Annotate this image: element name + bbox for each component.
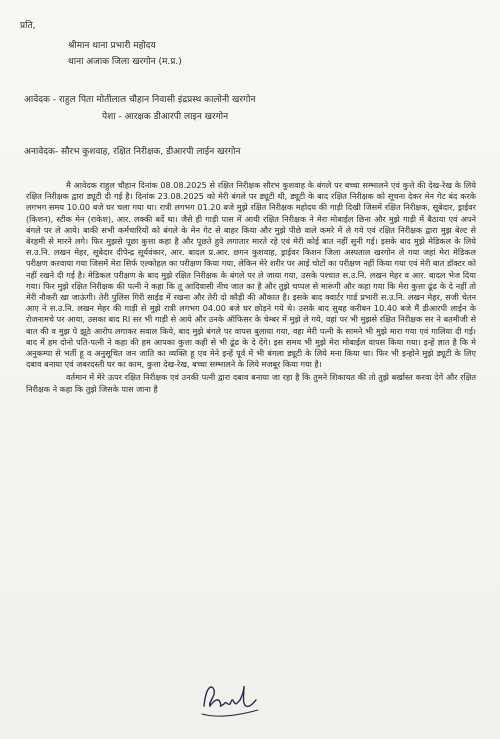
body-paragraph-1: मै आवेदक राहुल चौहान दिनांक 08.08.2025 से रक्षित निरीक्षक सौरभ कुशवाह के बंगले पर बच्चा सम्भालने एवं कुत्ते की देख-रेख के लिये रक्षित निरीक्षक द्वारा ड्यूटी दी गई है। दिनांक 23.08.2025 को मेरी बंगले पर ड्यूटी थी, ड्यूटी के बाद रक्षित निरीक्षक को सूचना देकर मेन गेट बंद करके लगभग समय 10.00 बजे घर चला गया था। रात्री लगभग 01.20 बजे मुझे रक्षित निरीक्षक महोदय की गाड़ी दिखी जिसमें रक्षित निरीक्षक, सूबेदार, ड्राईवर (किशन), स्टीक मेन (राकेश), आर. लक्की बर्दे था। जैसे ही गाड़ी पास में आयी रक्षित निरीक्षक ने मेरा मोबाईल छिना और मुझे गाड़ी में बैठाया एवं अपने बंगले पर ले आये। बाकी सभी कर्मचारियों को बंगले के मेन गेट से बाहर किया और मुझे पीछे वाले कमरे में ले गये एवं रक्षित निरीक्षक द्वारा मुझ बेल्ट से बेरहमी से मारने लगे। फिर मुझसे पूछा कुत्ता कहा है और पूछते हुवे लगातार मारते रहे एवं मेरी कोई बात नहीं सुनी गई। इसके बाद मुझे मेडिकल के लिये स.उ.नि. लखन मेहर, सूबेदार दीपेन्द्र सूर्यवंकार, आर. बादल प्र.आर. छगन कुशवाह, ड्राईवर किशन जिला अस्पताल खरगोन ले गया जहां मेरा मेडिकल परीक्षण करवाया गया जिसमें मेरा सिर्फ एल्कोहल का परीक्षण किया गया, लेकिन मेरे शरीर पर आई चोटों का परीक्षण नहीं किया गया एवं मेरी बात डॉक्टर को नहीं रखने दी गई है। मेडिकल परीक्षण के बाद मुझे रक्षित निरीक्षक के बंगले पर ले जाया गया, उसके पश्चात स.उ.नि. लखन मेहर व आर. बादल भेज दिया गया। फिर मुझे रक्षित निरीक्षक की पत्नी ने कहा कि तू आदिवासी नीच जात का है और तुझे चप्पल से मारूंगी और कहा गया कि मेरा कुत्ता ढूंढ के दे नहीं तो मेरी नौकरी खा जाऊंगी। तेरी पुलिस गिरी साईड में रखना और तेरी दो कौड़ी की औकात है। इसके बाद क्वार्टर गार्ड प्रभारी स.उ.नि. लखन मेहर, सजी चेतन आए ने स.उ.नि. लखन मेहर की गाड़ी से मुझे रात्री लगभग 04.00 बजे घर छोड़ने गये थे। उसके बाद सुबह करीबन 10.40 बजे मैं डीआरपी लाईन के रोजनामचे पर आया, उसका बाद RI सर भी गाड़ी से आये और उनके ऑफिसर के चेम्बर में मुझे ले गये, वहां पर भी मुझसे रक्षित निरीक्षक सर ने बतमीजी से बात की व मुझ पे झूठे आरोप लगाकर सवाल किये, बाद मुझे बंगले पर वापस बुलाया गया, वहा मेरी पत्नी के सामने भी मुझे मारा गया एवं गालिया दी गई। बाद में हम दोनो पति-पत्नी ने कहा की हम आपका कुत्ता कही से भी ढूंढ के दे देंगे। इस समय भी मुझे मेरा मोबाईल वापस किया गया। इन्हें ज्ञात है कि मे अनुकम्पा से भर्ती हू व अनुसूचित जन जाति का व्यक्ति हू एव मेने इन्हें पूर्व में भी बंगला ड्यूटी के लिये मना किया था। फिर भी इन्होने मुझे ड्यूटी के लिए दबाव बनाया एवं जबरदस्ती घर का काम, कुत्ता देख-रेख, बच्चा सम्भालने के लिये मजबूर किया गया है। [26, 180, 476, 370]
letter-body [26, 180, 476, 397]
applicant-profession: पेशा - आरक्षक डीआरपी लाइन खरगोन [102, 112, 229, 122]
applicant-line: आवेदक - राहुल पिता मोतीलाल चौहान निवासी इंद्रप्रस्थ कालोनी खरगोन [24, 95, 256, 105]
body-paragraph-2: वर्तमान में मेरे ऊपर रक्षित निरीक्षक एवं उनकी पत्नी द्वारा दबाव बनाया जा रहा है कि तुमने शिकायत की तो तुझे बर्खास्त करवा देगें और रक्षित निरीक्षक ने कहा कि तुझे जिसके पास जाना है [26, 372, 476, 394]
recipient-title: श्रीमान थाना प्रभारी महोदय [68, 41, 156, 51]
recipient-location: थाना अजाक जिला खरगोन (म.प्र.) [68, 57, 182, 67]
salutation-prati: प्रति, [20, 21, 36, 31]
respondent-line: अनावेदक- सौरभ कुशवाह, रक्षित निरीक्षक, डीआरपी लाईन खरगोन [24, 147, 241, 157]
handwritten-signature [196, 676, 266, 722]
